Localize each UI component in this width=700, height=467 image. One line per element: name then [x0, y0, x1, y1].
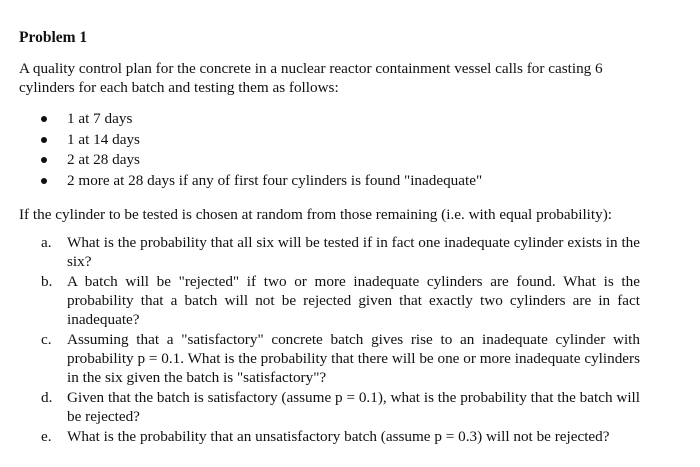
- question-marker: d.: [41, 389, 53, 406]
- bullet-icon: [41, 178, 47, 184]
- bullet-icon: [41, 116, 47, 122]
- question-item-e: [0, 427, 640, 446]
- question-item-c: [0, 330, 640, 387]
- questions-lead-in: If the cylinder to be tested is chosen at random from those remaining (i.e. with equal probability):: [19, 206, 612, 223]
- schedule-item: [0, 171, 700, 192]
- schedule-item-text: 2 at 28 days: [67, 151, 140, 168]
- schedule-item: [0, 130, 700, 151]
- question-marker: a.: [41, 234, 52, 251]
- question-item-a: [0, 233, 640, 271]
- problem-title: Problem 1: [19, 29, 88, 46]
- testing-schedule-list: [0, 109, 700, 191]
- question-text: Given that the batch is satisfactory (assume p = 0.1), what is the probability that the batch will be rejected?: [67, 389, 640, 425]
- question-list: [0, 233, 700, 447]
- question-text: Assuming that a "satisfactory" concrete batch gives rise to an inadequate cylinder with probability p = 0.1. What is the probability that there will be one or more inadequate cylinders in the six given the batch is "satisfactory"?: [67, 331, 640, 386]
- problem-intro: A quality control plan for the concrete in a nuclear reactor containment vessel calls for casting 6 cylinders for each batch and testing them as follows:: [19, 60, 603, 96]
- schedule-item-text: 1 at 14 days: [67, 130, 140, 148]
- question-text: What is the probability that all six will be tested if in fact one inadequate cylinder exists in the six?: [67, 234, 640, 270]
- question-item-d: [0, 388, 640, 426]
- schedule-item-text: 2 more at 28 days if any of first four cylinders is found "inadequate": [67, 171, 483, 189]
- question-marker: b.: [41, 273, 53, 290]
- question-text: What is the probability that an unsatisfactory batch (assume p = 0.3) will not be rejected?: [67, 428, 610, 445]
- question-item-b: [0, 272, 640, 329]
- schedule-item-text: 1 at 7 days: [67, 110, 133, 127]
- bullet-icon: [41, 137, 47, 143]
- schedule-item: [0, 109, 700, 130]
- question-marker: c.: [41, 331, 52, 348]
- question-text: A batch will be "rejected" if two or more inadequate cylinders are found. What is the probability that a batch will not be rejected given that exactly two cylinders are in fact inadequate?: [67, 273, 640, 328]
- schedule-item: [0, 150, 700, 171]
- bullet-icon: [41, 157, 47, 163]
- question-marker: e.: [41, 428, 52, 445]
